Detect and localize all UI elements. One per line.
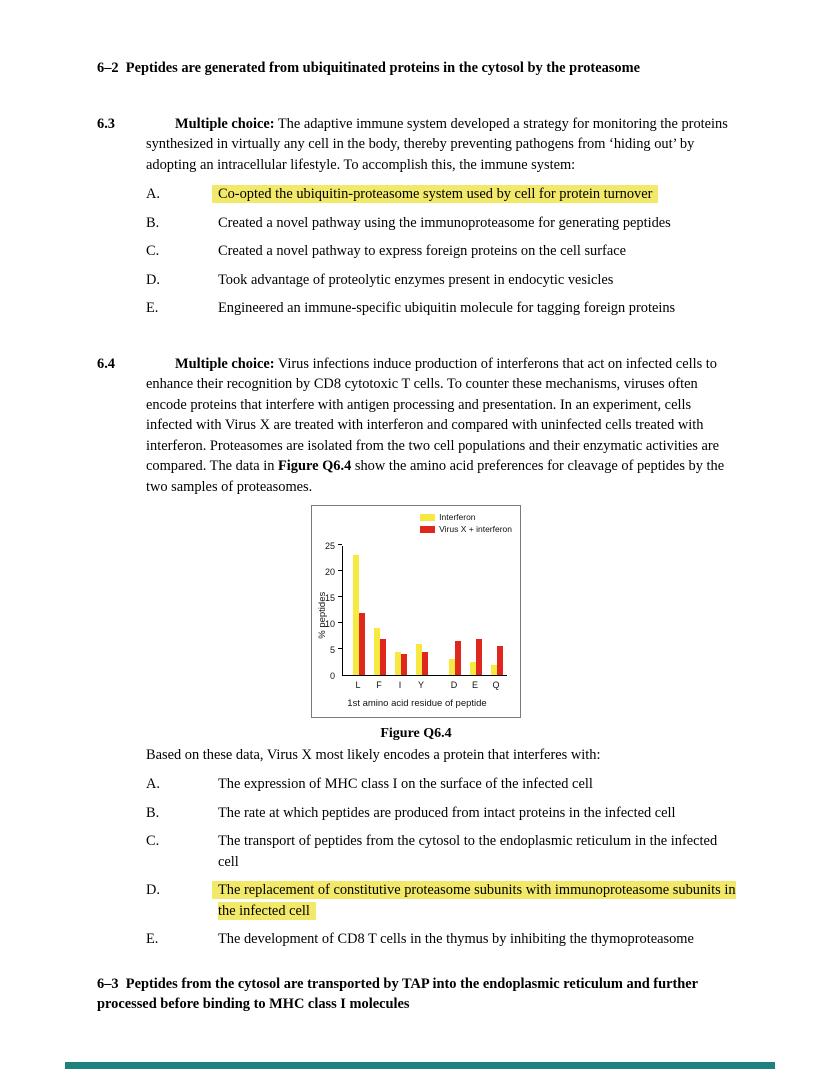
section-heading-6-2: 6–2 Peptides are generated from ubiquitinated proteins in the cytosol by the proteasome xyxy=(97,60,640,76)
y-tick-mark xyxy=(338,622,342,623)
bar-chart xyxy=(311,505,521,718)
answer-text: The expression of MHC class I on the surface of the infected cell xyxy=(218,776,593,792)
x-tick-label: L xyxy=(355,680,361,690)
option-text xyxy=(218,774,740,795)
option-letter: B. xyxy=(146,804,160,821)
option-text xyxy=(218,213,740,234)
question-lead-6-4: Multiple choice: xyxy=(175,355,275,372)
y-tick-label: 0 xyxy=(329,671,335,681)
x-tick-label: E xyxy=(471,680,478,690)
y-tick-label: 15 xyxy=(324,593,335,603)
chart-legend xyxy=(420,513,512,537)
question-6-4 xyxy=(97,354,740,950)
answer-text: Created a novel pathway to express foreign proteins on the cell surface xyxy=(218,243,626,259)
x-axis-ticks xyxy=(342,680,507,692)
bar-F-virusx-interferon xyxy=(380,639,386,675)
option-row xyxy=(146,880,740,921)
y-axis-label: % peptides xyxy=(316,591,328,639)
highlighted-answer: The replacement of constitutive proteasome subunits with immunoproteasome subunits in the infected cell xyxy=(212,881,736,920)
bar-E-virusx-interferon xyxy=(476,639,482,675)
option-letter: B. xyxy=(146,214,160,231)
option-text xyxy=(218,270,740,291)
option-row xyxy=(146,831,740,872)
figure-reference: Figure Q6.4 xyxy=(278,458,352,474)
option-text xyxy=(218,298,740,319)
bar-Q-virusx-interferon xyxy=(497,646,503,675)
x-tick-label: I xyxy=(398,680,402,690)
x-tick-label: D xyxy=(450,680,458,690)
figure-caption: Figure Q6.4 xyxy=(380,726,452,741)
x-tick-label: F xyxy=(376,680,382,690)
question-body-6-3: The adaptive immune system developed a strategy for monitoring the proteins synthesized in virtually any cell in the body, thereby preventing pathogens from ‘hiding out’ by adopting an intracellular lifestyle. To accomplish this, the immune system: xyxy=(146,115,728,173)
option-text xyxy=(218,929,740,950)
legend-label: Interferon xyxy=(439,512,476,522)
legend-label: Virus X + interferon xyxy=(439,524,512,534)
question-6-3 xyxy=(97,114,740,319)
option-letter: D. xyxy=(146,271,160,288)
option-letter: D. xyxy=(146,882,160,898)
question-text-6-4 xyxy=(146,354,740,498)
legend-swatch xyxy=(420,514,435,521)
question-lead-6-3: Multiple choice: xyxy=(175,115,275,132)
answer-text: The transport of peptides from the cytosol to the endoplasmic reticulum in the infected cell xyxy=(218,833,718,870)
option-row xyxy=(146,774,740,795)
bar-Y-virusx-interferon xyxy=(422,652,428,675)
option-row xyxy=(146,298,740,319)
option-letter: A. xyxy=(146,776,160,792)
highlighted-answer: Co-opted the ubiquitin-proteasome system used by cell for protein turnover xyxy=(212,185,658,203)
option-row xyxy=(146,213,740,234)
bar-L-virusx-interferon xyxy=(359,613,365,675)
x-axis-label: 1st amino acid residue of peptide xyxy=(347,698,487,709)
bar-I-virusx-interferon xyxy=(401,654,407,675)
option-row xyxy=(146,241,740,262)
option-row xyxy=(146,270,740,291)
legend-item xyxy=(420,513,512,522)
y-tick-mark xyxy=(338,570,342,571)
y-tick-label: 25 xyxy=(324,541,335,551)
option-letter: C. xyxy=(146,243,160,259)
option-text xyxy=(218,184,740,205)
legend-item xyxy=(420,525,512,534)
option-row xyxy=(146,184,740,205)
y-tick-label: 10 xyxy=(324,619,335,629)
x-tick-label: Y xyxy=(417,680,424,690)
y-tick-label: 20 xyxy=(324,567,335,577)
answer-text: The rate at which peptides are produced from intact proteins in the infected cell xyxy=(218,804,676,821)
answer-text: Took advantage of proteolytic enzymes present in endocytic vesicles xyxy=(218,271,614,288)
figure-q6-4 xyxy=(146,505,686,745)
plot-area xyxy=(342,546,507,676)
option-text xyxy=(218,803,740,824)
answer-text: The development of CD8 T cells in the thymus by inhibiting the thymoproteasome xyxy=(218,931,694,947)
option-row xyxy=(146,803,740,824)
option-text xyxy=(218,831,740,872)
y-axis-ticks xyxy=(312,541,338,681)
option-text xyxy=(218,241,740,262)
bar-D-virusx-interferon xyxy=(455,641,461,675)
option-letter: E. xyxy=(146,300,159,316)
option-letter: A. xyxy=(146,186,160,202)
question-stem-6-4: Based on these data, Virus X most likely encodes a protein that interferes with: xyxy=(146,746,601,763)
legend-swatch xyxy=(420,526,435,533)
option-text xyxy=(218,880,740,921)
option-row xyxy=(146,929,740,950)
question-body-6-4-part1: Virus infections induce production of interferons that act on infected cells to enhance their recognition by CD8 cytotoxic T cells. To counter these mechanisms, viruses often encode proteins that interfere with antigen processing and presentation. In an experiment, cells infected with Virus X are treated with interferon and compared with uninfected cells treated with interferon. Proteasomes are isolated from the two cell populations and their enzymatic activities are compared. The data in xyxy=(146,355,720,474)
options-list-6-3 xyxy=(146,184,740,319)
y-tick-label: 5 xyxy=(329,645,335,655)
options-list-6-4 xyxy=(146,774,740,950)
x-tick-label: Q xyxy=(492,680,500,690)
window-edge-bar xyxy=(65,1062,775,1069)
question-text-6-3 xyxy=(146,114,740,176)
y-tick-mark xyxy=(338,596,342,597)
option-letter: C. xyxy=(146,833,160,849)
option-letter: E. xyxy=(146,931,159,947)
y-tick-mark xyxy=(338,648,342,649)
answer-text: Engineered an immune-specific ubiquitin molecule for tagging foreign proteins xyxy=(218,300,676,316)
section-heading-6-3: 6–3 Peptides from the cytosol are transported by TAP into the endoplasmic reticulum and further processed before binding to MHC class I molecules xyxy=(97,975,698,1012)
question-body-6-4-part2: show the amino acid preferences for cleavage of peptides by the two samples of proteasomes. xyxy=(146,458,725,495)
answer-text: Created a novel pathway using the immunoproteasome for generating peptides xyxy=(218,214,671,231)
y-tick-mark xyxy=(338,544,342,545)
question-number-6-4: 6.4 xyxy=(97,355,115,372)
question-number-6-3: 6.3 xyxy=(97,115,115,132)
